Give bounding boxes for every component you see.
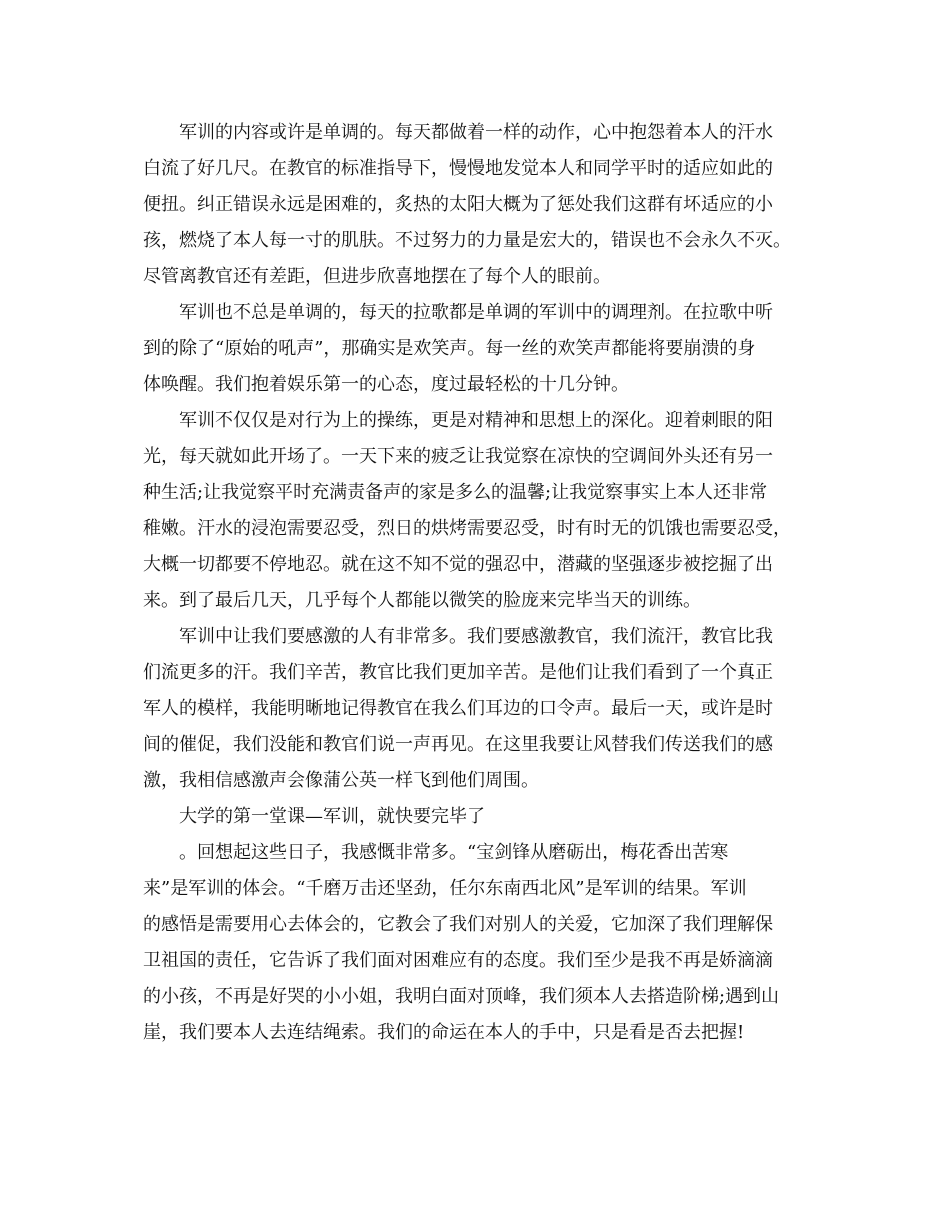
text-line: 种生活;让我觉察平时充满责备声的家是多么的温馨;让我觉察事实上本人还非常 [143, 482, 768, 503]
text-line: 。回想起这些日子，我感慨非常多。“宝剑锋从磨砺出，梅花香出苦寒 [179, 842, 729, 863]
text-line: 大学的第一堂课—军训，就快要完毕了 [179, 806, 485, 827]
text-line: 们流更多的汗。我们辛苦，教官比我们更加辛苦。是他们让我们看到了一个真正 [143, 662, 773, 683]
text-line: 崖，我们要本人去连结绳索。我们的命运在本人的手中，只是看是否去把握! [143, 1022, 745, 1043]
text-line: 便扭。纠正错误永远是困难的，炙热的太阳大概为了惩处我们这群有坏适应的小 [143, 194, 773, 215]
text-line: 尽管离教官还有差距，但进步欣喜地摆在了每个人的眼前。 [143, 266, 611, 287]
text-line: 光，每天就如此开场了。一天下来的疲乏让我觉察在凉快的空调间外头还有另一 [143, 446, 773, 467]
text-line: 军人的模样，我能明晰地记得教官在我么们耳边的口令声。最后一天，或许是时 [143, 698, 773, 719]
text-line: 军训也不总是单调的，每天的拉歌都是单调的军训中的调理剂。在拉歌中听 [179, 302, 773, 323]
text-line: 的小孩，不再是好哭的小小姐，我明白面对顶峰，我们须本人去搭造阶梯;遇到山 [143, 986, 780, 1007]
text-line: 的感悟是需要用心去体会的，它教会了我们对别人的关爱，它加深了我们理解保 [143, 914, 773, 935]
text-line: 稚嫩。汗水的浸泡需要忍受，烈日的烘烤需要忍受，时有时无的饥饿也需要忍受， [143, 518, 791, 539]
text-line: 军训中让我们要感激的人有非常多。我们要感激教官，我们流汗，教官比我 [179, 626, 773, 647]
text-line: 军训不仅仅是对行为上的操练，更是对精神和思想上的深化。迎着刺眼的阳 [179, 410, 773, 431]
paragraph-3 [143, 403, 813, 619]
text-line: 孩，燃烧了本人每一寸的肌肤。不过努力的力量是宏大的，错误也不会永久不灭。 [143, 230, 791, 251]
text-line: 大概一切都要不停地忍。就在这不知不觉的强忍中，潜藏的坚强逐步被挖掘了出 [143, 554, 773, 575]
text-line: 白流了好几尺。在教官的标准指导下，慢慢地发觉本人和同学平时的适应如此的 [143, 158, 773, 179]
paragraph-2 [143, 295, 813, 403]
text-line: 来。到了最后几天，几乎每个人都能以微笑的脸庞来完毕当天的训练。 [143, 590, 701, 611]
paragraph-4 [143, 619, 813, 799]
text-line: 来”是军训的体会。“千磨万击还坚劲，任尔东南西北风”是军训的结果。军训 [143, 878, 747, 899]
paragraph-6 [143, 835, 813, 1051]
text-line: 军训的内容或许是单调的。每天都做着一样的动作，心中抱怨着本人的汗水 [179, 122, 773, 143]
paragraph-5 [143, 799, 813, 835]
text-line: 到的除了“原始的吼声”，那确实是欢笑声。每一丝的欢笑声都能将要崩溃的身 [143, 338, 756, 359]
text-line: 卫祖国的责任，它告诉了我们面对困难应有的态度。我们至少是我不再是娇滴滴 [143, 950, 773, 971]
text-line: 体唤醒。我们抱着娱乐第一的心态，度过最轻松的十几分钟。 [143, 374, 629, 395]
paragraph-1 [143, 115, 813, 295]
text-line: 激，我相信感激声会像蒲公英一样飞到他们周围。 [143, 770, 539, 791]
text-line: 间的催促，我们没能和教官们说一声再见。在这里我要让风替我们传送我们的感 [143, 734, 773, 755]
document-body [143, 115, 813, 1051]
